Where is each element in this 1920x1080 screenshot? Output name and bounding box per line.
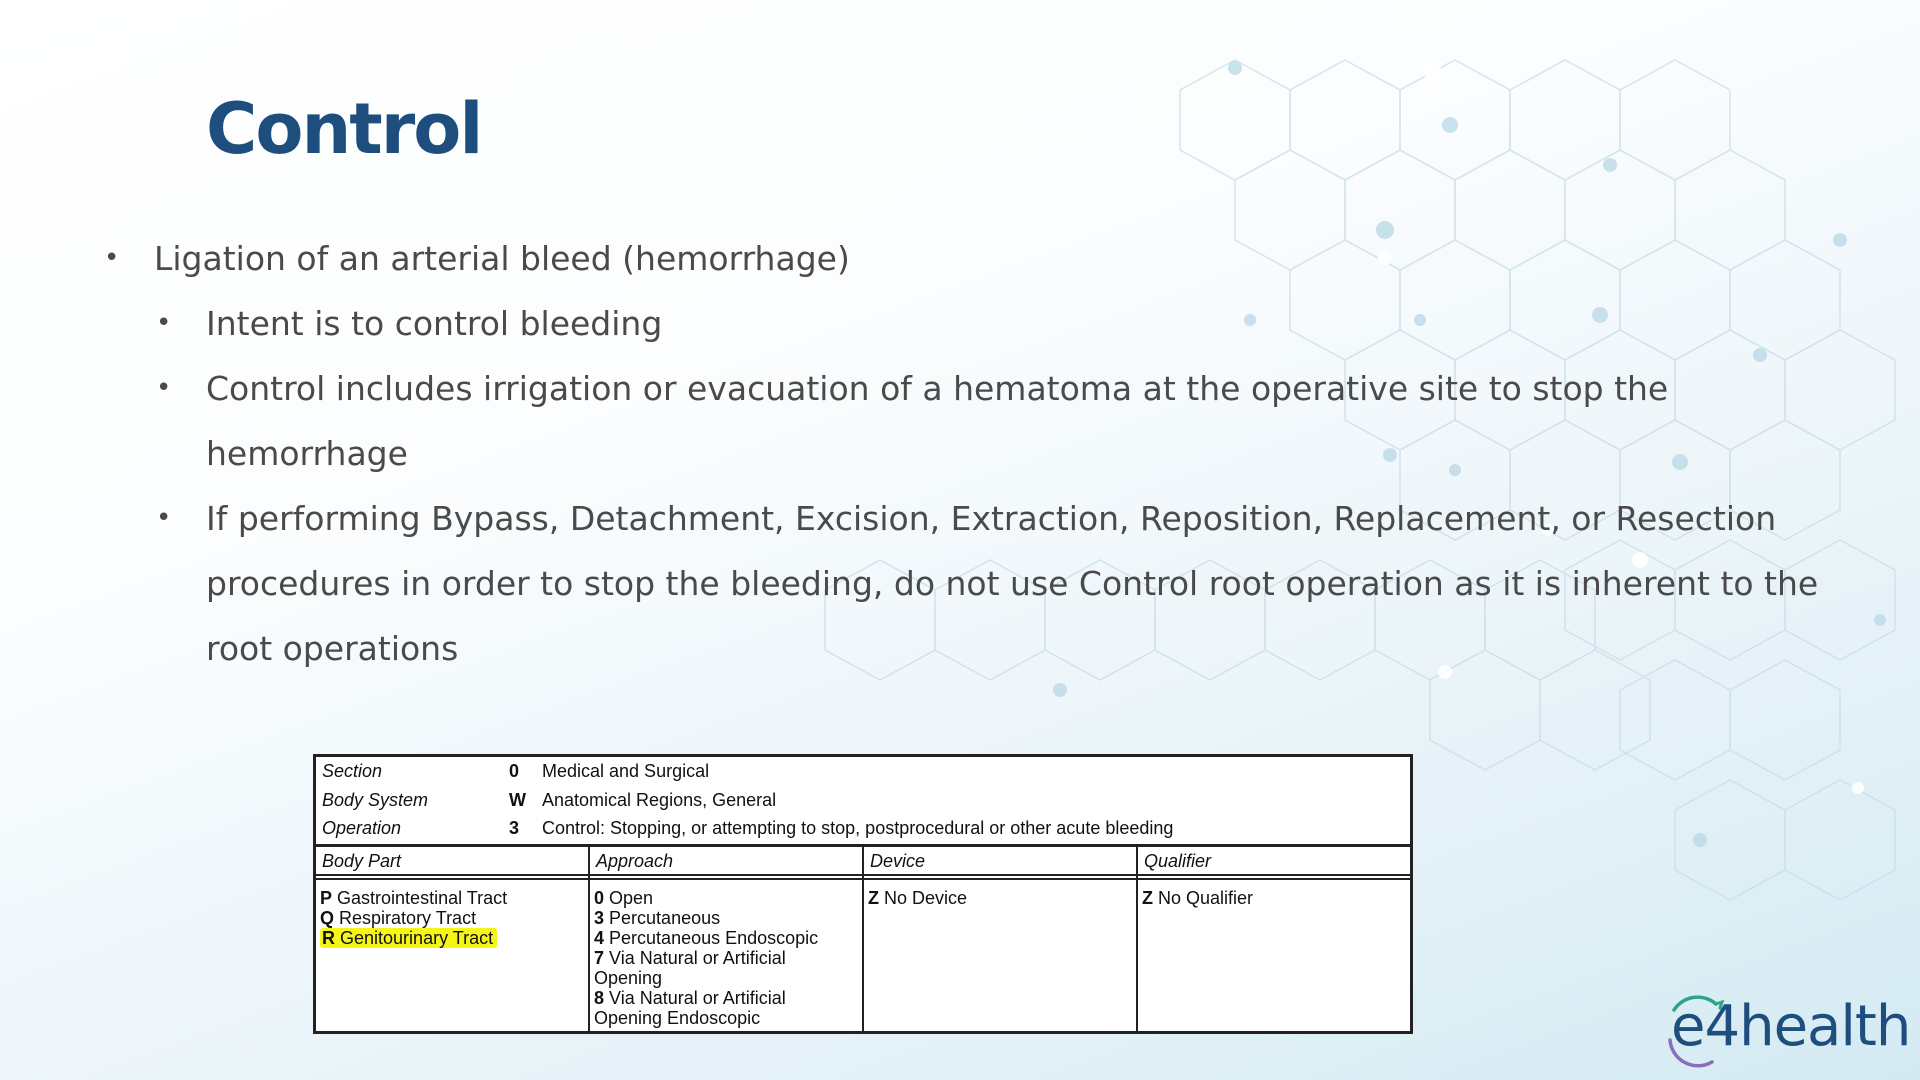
qualifier-option: Z No Qualifier xyxy=(1142,888,1254,908)
operation-label: Operation xyxy=(322,818,402,838)
bullet-text: Intent is to control bleeding xyxy=(206,304,663,343)
logo-wordmark: e4health xyxy=(1671,994,1911,1059)
bullet-item xyxy=(100,356,1820,486)
qualifier-cell xyxy=(1142,888,1253,908)
section-code: 0 xyxy=(509,761,520,781)
operation-code: 3 xyxy=(509,818,520,838)
section-row xyxy=(320,758,1410,784)
body-part-cell xyxy=(320,888,507,948)
column-divider xyxy=(588,847,590,1031)
approach-option: 4 Percutaneous Endoscopic xyxy=(594,928,819,948)
body-system-label: Body System xyxy=(322,790,429,810)
approach-option: 0 Open xyxy=(594,888,654,908)
body-system-code: W xyxy=(509,790,526,810)
slide-title: Control xyxy=(206,88,482,170)
bullet-text: Ligation of an arterial bleed (hemorrhage) xyxy=(154,239,850,278)
body-system-row xyxy=(320,787,1410,813)
approach-option: 3 Percutaneous xyxy=(594,908,721,928)
bullet-text: Control includes irrigation or evacuation of a hematoma at the operative site to stop the hemorrhage xyxy=(206,369,1669,473)
column-header-qualifier: Qualifier xyxy=(1144,851,1212,871)
body-part-option xyxy=(320,928,507,948)
bullet-item xyxy=(100,486,1820,681)
body-part-option: P Gastrointestinal Tract xyxy=(320,888,508,908)
highlighted-option: R Genitourinary Tract xyxy=(320,928,497,948)
device-option: Z No Device xyxy=(868,888,968,908)
section-value: Medical and Surgical xyxy=(542,761,710,781)
section-label: Section xyxy=(322,761,383,781)
bullet-marker: • xyxy=(156,503,172,533)
column-header-body-part: Body Part xyxy=(322,851,402,871)
bullet-text: If performing Bypass, Detachment, Excision, Extraction, Reposition, Replacement, or Resection procedures in order to stop the bleeding, do not use Control root operation as it is inherent to the root operations xyxy=(206,499,1819,668)
bullet-list xyxy=(100,226,1820,681)
bullet-item xyxy=(100,291,1820,356)
bullet-item xyxy=(100,226,1820,291)
column-divider xyxy=(1136,847,1138,1031)
device-cell xyxy=(868,888,967,908)
approach-cell xyxy=(594,888,818,1028)
column-header-device: Device xyxy=(870,851,926,871)
bullet-marker: • xyxy=(104,243,120,273)
operation-row xyxy=(320,815,1410,841)
approach-option: 8 Via Natural or Artificial Opening Endoscopic xyxy=(594,988,786,1028)
column-header-approach: Approach xyxy=(596,851,674,871)
e4health-logo xyxy=(1664,990,1911,1070)
bullet-marker: • xyxy=(156,308,172,338)
operation-value: Control: Stopping, or attempting to stop, postprocedural or other acute bleeding xyxy=(542,818,1174,838)
body-system-value: Anatomical Regions, General xyxy=(542,790,777,810)
bullet-marker: • xyxy=(156,373,172,403)
body-part-option: Q Respiratory Tract xyxy=(320,908,477,928)
approach-option: 7 Via Natural or Artificial Opening xyxy=(594,948,786,988)
column-divider xyxy=(862,847,864,1031)
icd-10-pcs-code-table xyxy=(313,754,1413,1034)
